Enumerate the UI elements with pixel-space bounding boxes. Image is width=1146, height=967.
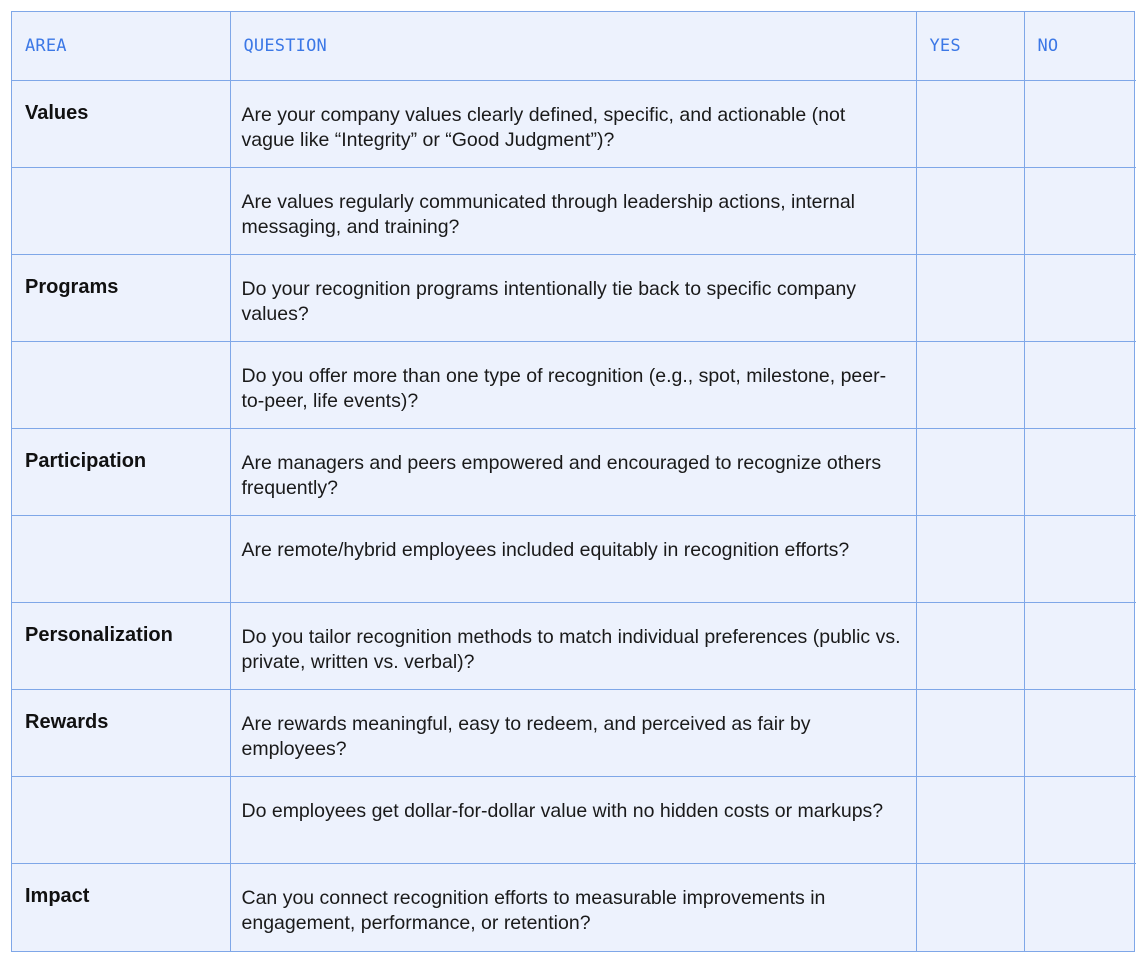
question-cell: Are managers and peers empowered and encouraged to recognize others frequently? (230, 428, 916, 515)
no-cell[interactable] (1024, 254, 1136, 341)
question-cell: Are remote/hybrid employees included equitably in recognition efforts? (230, 515, 916, 602)
question-cell: Do your recognition programs intentionally tie back to specific company values? (230, 254, 916, 341)
no-cell[interactable] (1024, 603, 1136, 690)
header-question: QUESTION (230, 12, 916, 80)
yes-cell[interactable] (916, 428, 1024, 515)
header-area: AREA (12, 12, 230, 80)
table-row (12, 428, 1136, 515)
table-row (12, 254, 1136, 341)
yes-cell[interactable] (916, 167, 1024, 254)
question-cell: Are values regularly communicated through leadership actions, internal messaging, and training? (230, 167, 916, 254)
area-cell: Impact (12, 864, 230, 951)
yes-cell[interactable] (916, 777, 1024, 864)
no-cell[interactable] (1024, 515, 1136, 602)
no-cell[interactable] (1024, 428, 1136, 515)
header-yes: YES (916, 12, 1024, 80)
area-cell (12, 515, 230, 602)
no-cell[interactable] (1024, 341, 1136, 428)
no-cell[interactable] (1024, 777, 1136, 864)
area-cell (12, 167, 230, 254)
yes-cell[interactable] (916, 515, 1024, 602)
table-row (12, 777, 1136, 864)
no-cell[interactable] (1024, 167, 1136, 254)
yes-cell[interactable] (916, 690, 1024, 777)
no-cell[interactable] (1024, 80, 1136, 167)
table-row (12, 341, 1136, 428)
area-cell: Participation (12, 428, 230, 515)
table-row (12, 515, 1136, 602)
table-row (12, 603, 1136, 690)
question-cell: Can you connect recognition efforts to measurable improvements in engagement, performance, or retention? (230, 864, 916, 951)
area-cell: Rewards (12, 690, 230, 777)
no-cell[interactable] (1024, 864, 1136, 951)
yes-cell[interactable] (916, 864, 1024, 951)
header-row (12, 12, 1136, 80)
table-row (12, 864, 1136, 951)
header-no: NO (1024, 12, 1136, 80)
yes-cell[interactable] (916, 603, 1024, 690)
question-cell: Do you tailor recognition methods to match individual preferences (public vs. private, written vs. verbal)? (230, 603, 916, 690)
question-cell: Are your company values clearly defined, specific, and actionable (not vague like “Integrity” or “Good Judgment”)? (230, 80, 916, 167)
yes-cell[interactable] (916, 341, 1024, 428)
area-cell (12, 341, 230, 428)
table-row (12, 167, 1136, 254)
checklist-table (11, 11, 1135, 952)
yes-cell[interactable] (916, 80, 1024, 167)
table-row (12, 80, 1136, 167)
area-cell (12, 777, 230, 864)
question-cell: Are rewards meaningful, easy to redeem, and perceived as fair by employees? (230, 690, 916, 777)
area-cell: Programs (12, 254, 230, 341)
no-cell[interactable] (1024, 690, 1136, 777)
area-cell: Values (12, 80, 230, 167)
yes-cell[interactable] (916, 254, 1024, 341)
area-cell: Personalization (12, 603, 230, 690)
table-row (12, 690, 1136, 777)
question-cell: Do you offer more than one type of recognition (e.g., spot, milestone, peer-to-peer, life events)? (230, 341, 916, 428)
question-cell: Do employees get dollar-for-dollar value with no hidden costs or markups? (230, 777, 916, 864)
